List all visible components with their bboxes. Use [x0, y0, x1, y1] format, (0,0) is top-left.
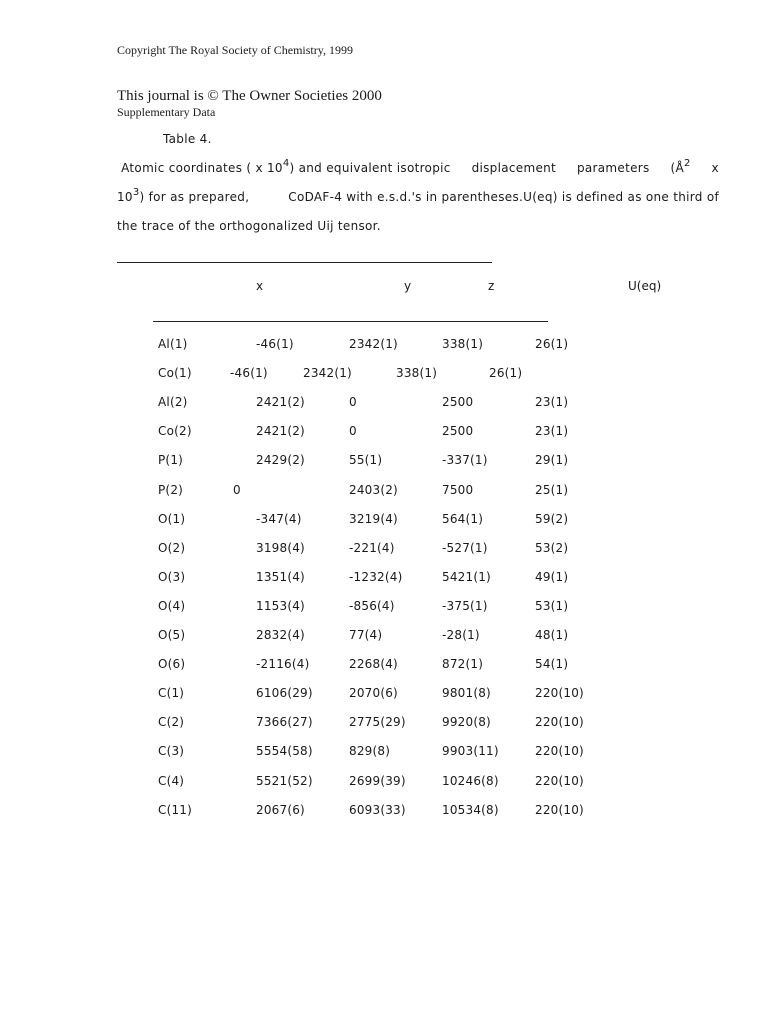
table-cell-x: 2429(2) — [256, 453, 305, 467]
atom-label-cell: O(1) — [158, 512, 186, 526]
caption-segment: CoDAF-4 with e.s.d.'s in parentheses.U(eq) is defined as one third of — [288, 190, 719, 204]
atom-label-cell: C(11) — [158, 803, 193, 817]
caption-word: displacement — [471, 161, 557, 175]
table-cell-z: -375(1) — [442, 599, 488, 613]
table-cell-x: 5554(58) — [256, 744, 313, 758]
table-cell-z: 10534(8) — [442, 803, 499, 817]
table-cell-y: 2403(2) — [349, 483, 398, 497]
table-cell-z: -527(1) — [442, 541, 488, 555]
table-cell-x: 0 — [233, 483, 241, 497]
table-cell-x: 2832(4) — [256, 628, 305, 642]
caption-word: parameters — [576, 161, 650, 175]
table-cell-z: 7500 — [442, 483, 474, 497]
table-cell-u: 26(1) — [489, 366, 523, 380]
table-cell-y: -856(4) — [349, 599, 395, 613]
table-cell-x: 2421(2) — [256, 424, 305, 438]
table-cell-u: 48(1) — [535, 628, 569, 642]
table-cell-u: 220(10) — [535, 774, 584, 788]
table-cell-z: 9801(8) — [442, 686, 491, 700]
table-cell-z: -337(1) — [442, 453, 488, 467]
atom-label-cell: Co(2) — [158, 424, 192, 438]
table-cell-y: 2070(6) — [349, 686, 398, 700]
table-cell-y: 2699(39) — [349, 774, 406, 788]
atom-label-cell: Co(1) — [158, 366, 192, 380]
table-cell-z: 564(1) — [442, 512, 484, 526]
caption-line-2 — [117, 187, 719, 204]
column-header-y: y — [404, 279, 412, 293]
table-cell-u: 23(1) — [535, 424, 569, 438]
atom-label-cell: O(5) — [158, 628, 186, 642]
caption-unit: ($Å^2$ — [670, 158, 691, 175]
column-header-x: x — [256, 279, 264, 293]
atom-label-cell: O(6) — [158, 657, 186, 671]
atom-label-cell: C(4) — [158, 774, 185, 788]
atom-label-cell: O(4) — [158, 599, 186, 613]
table-cell-u: 220(10) — [535, 715, 584, 729]
caption-word: x — [711, 161, 719, 175]
table-cell-u: 220(10) — [535, 744, 584, 758]
table-cell-z: 872(1) — [442, 657, 484, 671]
caption-segment: Atomic coordinates ( x $10^4$) and equivalent isotropic — [121, 158, 451, 175]
atom-label-cell: O(3) — [158, 570, 186, 584]
table-cell-z: 2500 — [442, 395, 474, 409]
atom-label-cell: P(2) — [158, 483, 184, 497]
table-cell-x: -46(1) — [230, 366, 268, 380]
journal-line: This journal is © The Owner Societies 2000 — [117, 88, 382, 104]
table-cell-y: 0 — [349, 424, 357, 438]
atom-label-cell: O(2) — [158, 541, 186, 555]
table-cell-u: 49(1) — [535, 570, 569, 584]
table-cell-x: -2116(4) — [256, 657, 310, 671]
table-cell-x: 1351(4) — [256, 570, 305, 584]
table-cell-y: 77(4) — [349, 628, 383, 642]
table-cell-u: 220(10) — [535, 803, 584, 817]
table-cell-u: 53(2) — [535, 541, 569, 555]
table-cell-x: -347(4) — [256, 512, 302, 526]
atom-label-cell: C(1) — [158, 686, 185, 700]
table-cell-z: 2500 — [442, 424, 474, 438]
table-cell-u: 25(1) — [535, 483, 569, 497]
atom-label-cell: C(2) — [158, 715, 185, 729]
table-cell-z: 10246(8) — [442, 774, 499, 788]
table-cell-u: 220(10) — [535, 686, 584, 700]
table-cell-u: 54(1) — [535, 657, 569, 671]
table-cell-z: -28(1) — [442, 628, 480, 642]
table-cell-u: 29(1) — [535, 453, 569, 467]
atom-label-cell: Al(1) — [158, 337, 188, 351]
table-cell-x: 7366(27) — [256, 715, 313, 729]
table-cell-y: -221(4) — [349, 541, 395, 555]
caption-line-1 — [117, 158, 719, 175]
table-cell-z: 5421(1) — [442, 570, 491, 584]
column-header-ueq: U(eq) — [628, 279, 662, 293]
table-cell-x: 6106(29) — [256, 686, 313, 700]
table-cell-z: 338(1) — [396, 366, 438, 380]
table-cell-y: 6093(33) — [349, 803, 406, 817]
atom-label-cell: C(3) — [158, 744, 185, 758]
table-cell-x: 3198(4) — [256, 541, 305, 555]
table-cell-y: 2775(29) — [349, 715, 406, 729]
table-cell-x: 2067(6) — [256, 803, 305, 817]
atom-label-cell: P(1) — [158, 453, 184, 467]
table-cell-y: 0 — [349, 395, 357, 409]
table-cell-y: 2342(1) — [349, 337, 398, 351]
caption-line-3: the trace of the orthogonalized Uij tensor. — [117, 219, 381, 233]
table-cell-x: 1153(4) — [256, 599, 305, 613]
table-cell-u: 59(2) — [535, 512, 569, 526]
table-header-rule — [153, 321, 548, 322]
table-title: Table 4. — [163, 132, 212, 146]
column-header-z: z — [488, 279, 495, 293]
table-cell-z: 9920(8) — [442, 715, 491, 729]
table-cell-u: 26(1) — [535, 337, 569, 351]
table-cell-y: 829(8) — [349, 744, 391, 758]
table-cell-z: 338(1) — [442, 337, 484, 351]
table-top-rule — [117, 262, 492, 263]
table-cell-y: 2342(1) — [303, 366, 352, 380]
table-cell-x: 5521(52) — [256, 774, 313, 788]
atom-label-cell: Al(2) — [158, 395, 188, 409]
table-cell-x: -46(1) — [256, 337, 294, 351]
table-cell-z: 9903(11) — [442, 744, 499, 758]
table-cell-y: 3219(4) — [349, 512, 398, 526]
supplementary-label: Supplementary Data — [117, 105, 216, 119]
table-cell-x: 2421(2) — [256, 395, 305, 409]
table-cell-u: 23(1) — [535, 395, 569, 409]
table-cell-y: -1232(4) — [349, 570, 403, 584]
table-cell-y: 2268(4) — [349, 657, 398, 671]
table-cell-u: 53(1) — [535, 599, 569, 613]
caption-segment: $10^3$) for as prepared, — [117, 187, 250, 204]
copyright-line: Copyright The Royal Society of Chemistry, 1999 — [117, 43, 353, 57]
table-cell-y: 55(1) — [349, 453, 383, 467]
